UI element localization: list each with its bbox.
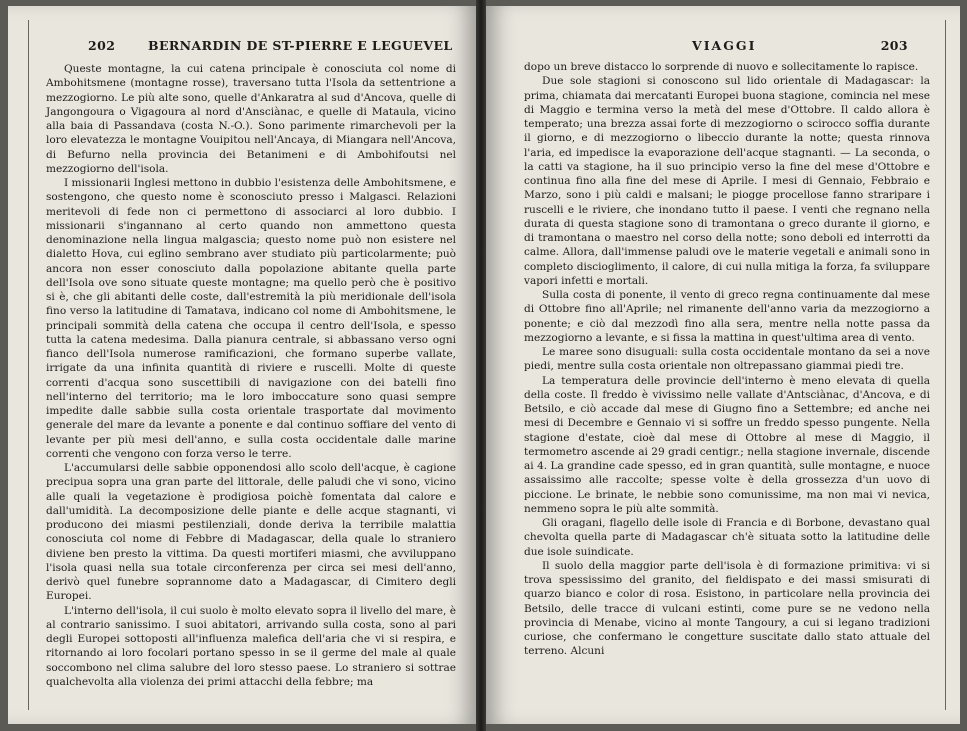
right-paragraph-7: Il suolo della maggior parte dell'isola è di formazione primitiva: vi si trova spessissimo del granito, del fieldispato e dei massi smisurati di quarzo bianco e color di rosa. Esistono, in particolare nella provincia dei Betsilo, delle tracce di vulcani estinti, come pure se ne vedono nella provincia di Menabe, vicino al monte Tangoury, a cui si legano tradizioni curiose, che confermano le congetture suscitate dallo stato attuale del terreno. Alcuni	[524, 559, 930, 658]
left-paragraph-2: I missionarii Inglesi mettono in dubbio l'esistenza delle Ambohitsmene, e sostengono, che questo nome è sconosciuto presso i Malgasci. Relazioni meritevoli di fede non ci permettono di associarci al loro dubbio. I missionarii s'ingannano al certo quando non ammettono questa denominazione nella lingua malgascia; questo nome può non esistere nel dialetto Hova, cui eglino sembrano aver studiato più particolarmente; può ancora non esser conosciuto dalla popolazione abitante quella parte dell'Isola ove sono situate queste montagne; ma quello però che è positivo si è, che gli abitanti delle coste, dall'estremità la più meridionale dell'isola fino verso la latitudine di Tamatava, indicano col nome di Ambohitsmene, le principali sommità della catena che occupa il centro dell'Isola, e spesso tutta la catena medesima. Dalla pianura centrale, si abbassano verso ogni fianco dell'Isola numerose ramificazioni, che formano superbe vallate, irrigate da una infinita quantità di riviere e ruscelli. Molte di queste correnti d'acqua sono suscettibili di navigazione con dei batelli fino nell'interno del territorio; ma le loro imboccature sono quasi sempre impedite dalle sabbie sulla costa orientale trasportate dal movimento generale del mare da levante a ponente e dal continuo soffiare del vento di levante per più mesi dell'anno, e sulla costa occidentale dalle marine correnti che vengono con forza verso le terre.	[46, 177, 456, 460]
right-body-text	[524, 60, 930, 659]
right-page-number: 203	[880, 38, 908, 53]
right-running-head	[524, 38, 930, 60]
right-paragraph-3: Sulla costa di ponente, il vento di greco regna continuamente dal mese di Ottobre fino all'Aprile; nel rimanente dell'anno varia da mezzogiorno a ponente; e ciò dal mezzodì fino alla sera, mentre nella notte passa da mezzogiorno a levante, e si fissa la mattina in quest'ultima area di vento.	[524, 289, 930, 344]
right-paragraph-5: La temperatura delle provincie dell'interno è meno elevata di quella della coste. Il freddo è vivissimo nelle vallate d'Antsciànac, d'Ancova, e di Betsilo, e ciò accade dal mese di Giugno fino a Settembre; ed anche nei mesi di Decembre e Gennaio vi si soffre un freddo spesso pungente. Nella stagione d'estate, cioè dal mese di Ottobre al mese di Maggio, il termometro ascende ai 29 gradi centigr.; nella stagione invernale, discende ai 4. La grandine cade spesso, ed in gran quantità, sulle montagne, e nuoce assaissimo alle raccolte; spesse volte è della grossezza d'un uovo di piccione. Le brinate, le nebbie sono comunissime, ma non mai vi nevica, nemmeno sopra le più alte sommità.	[524, 374, 930, 515]
left-header-title: BERNARDIN DE ST-PIERRE E LEGUEVEL	[148, 38, 453, 53]
left-body-text	[46, 62, 456, 689]
right-paragraph-4: Le maree sono disuguali: sulla costa occidentale montano da sei a nove piedi, mentre sulla costa orientale non oltrepassano giammai piedi tre.	[524, 346, 930, 373]
left-page	[8, 6, 476, 724]
right-page	[486, 6, 960, 724]
left-running-head	[44, 38, 456, 60]
right-paragraph-6: Gli oragani, flagello delle isole di Francia e di Borbone, devastano qual chevolta quella parte di Madagascar ch'è situata sotto la latitudine delle due isole suindicate.	[524, 517, 930, 558]
right-paragraph-2: Due sole stagioni si conoscono sul lido orientale di Madagascar: la prima, chiamata dai mercatanti Europei buona stagione, comincia nel mese di Maggio e termina verso la metà del mese d'Ottobre. Il caldo allora è temperato; una brezza assai forte di mezzogiorno o scirocco soffia durante il giorno, e di mezzogiorno o libeccio durante la notte; questa rinnova l'aria, ed impedisce la evaporazione dell'acque stagnanti. — La seconda, o la catti va stagione, ha il suo principio verso la fine del mese d'Ottobre e continua fino alla fine del mese di Aprile. I mesi di Gennaio, Febbraio e Marzo, sono i più caldi e malsani; le piogge procellose fanno straripare i ruscelli e le riviere, che inondano tutto il paese. I venti che regnano nella durata di questa stagione sono di tramontana o greco durante il giorno, e di tramontana o maestro nel corso della notte; sono deboli ed interrotti da calme. Allora, dall'immense paludi ove le materie vegetali e animali sono in completo discioglimento, il calore, di cui nulla mitiga la forza, fa sviluppare vapori infetti e mortali.	[524, 75, 930, 287]
left-page-number: 202	[88, 38, 116, 53]
book-gutter	[476, 0, 486, 731]
left-paragraph-1: Queste montagne, la cui catena principale è conosciuta col nome di Ambohitsmene (montagne rosse), traversano tutta l'Isola da settentrione a mezzogiorno. Le più alte sono, quelle d'Ankaratra al sud d'Ancova, quelle di Jangongoura o Vigagoura al nord d'Ansciànac, e quelle di Mataula, vicino alla baia di Passandava (costa N.-O.). Sono parimente rimarchevoli per la loro elevatezza le montagne Vouipitou nell'Ancaya, di Miangara nell'Ancova, di Befurno nella provincia dei Betanimeni e di Ambohifoutsi nel mezzogiorno dell'isola.	[46, 63, 456, 175]
right-paragraph-1: dopo un breve distacco lo sorprende di nuovo e sollecitamente lo rapisce.	[524, 61, 919, 73]
left-paragraph-4: L'interno dell'isola, il cui suolo è molto elevato sopra il livello del mare, è al contrario sanissimo. I suoi abitatori, arrivando sulla costa, sono al pari degli Europei sottoposti all'influenza malefica dell'aria che vi si respira, e ritornando ai loro focolari portano spesso in se il germe del male al quale soccombono nel clima salubre del loro stesso paese. Lo straniero si sottrae qualchevolta alla violenza dei primi attacchi della febbre; ma	[46, 604, 456, 688]
right-margin-rule	[945, 20, 946, 710]
right-header-title: VIAGGI	[692, 38, 757, 53]
left-margin-rule	[28, 20, 29, 710]
left-paragraph-3: L'accumularsi delle sabbie opponendosi allo scolo dell'acque, è cagione precipua sopra una gran parte del littorale, delle paludi che vi sono, vicino alle quali la vegetazione è prodigiosa poichè fomentata dal calore e dall'umidità. La decomposizione delle piante e delle acque stagnanti, vi producono dei miasmi pestilenziali, donde deriva la terribile malattia conosciuta col nome di Febbre di Madagascar, della quale lo straniero diviene ben presto la vittima. Da questi mortiferi miasmi, che avviluppano l'isola quasi nella sua totale circonferenza per circa sei mesi dell'anno, derivò quel funebre soprannome dato a Madagascar, di Cimitero degli Europei.	[46, 462, 456, 603]
